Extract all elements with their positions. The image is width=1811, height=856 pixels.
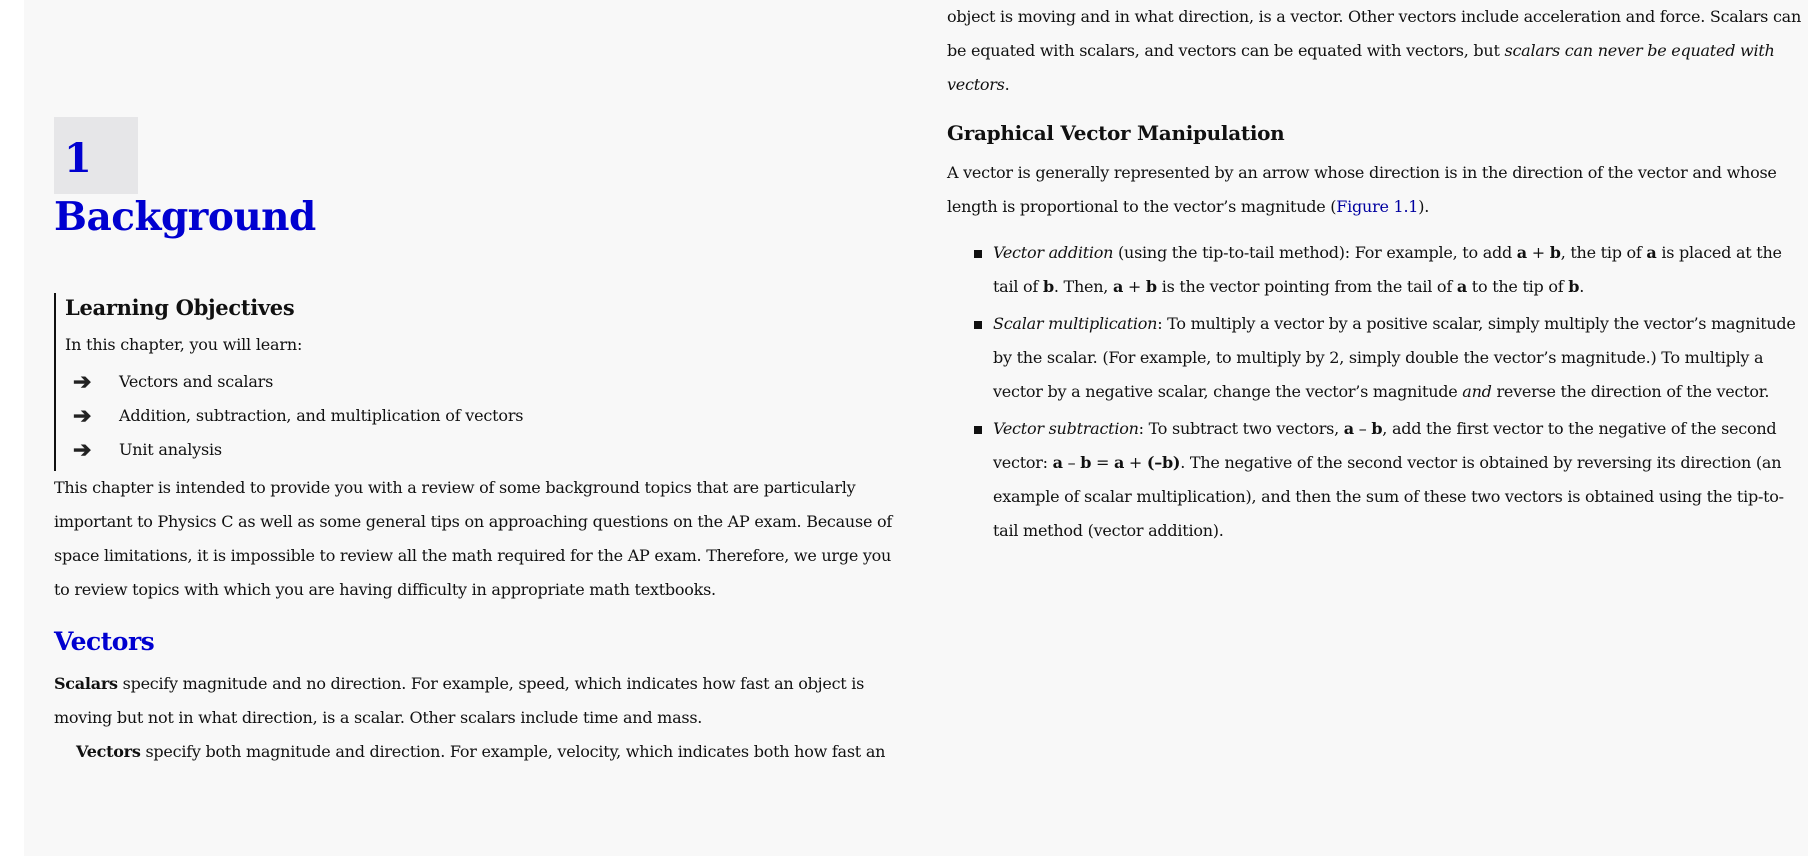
bullet-text: is placed at the tail of bbox=[993, 243, 1782, 296]
book-page bbox=[24, 0, 1808, 856]
bullet-text: . The negative of the second vector is obtained by reversing its direction (an example of scalar multiplication), and then the sum of these two vectors is obtained using the tip-to-tail method (vector addition). bbox=[993, 453, 1784, 540]
vector-symbol: b bbox=[1568, 277, 1580, 296]
objective-item bbox=[65, 433, 845, 467]
vector-symbol: a bbox=[1112, 277, 1124, 296]
vector-symbol: a bbox=[1113, 453, 1125, 472]
vectors-paragraph-continued bbox=[947, 0, 1807, 102]
objective-item bbox=[65, 365, 845, 399]
bullet-text: + bbox=[1124, 453, 1147, 472]
bullet-text: , add the first vector to the negative of the second vector: bbox=[993, 419, 1777, 472]
continued-end: . bbox=[1004, 75, 1010, 94]
scalars-text: specify magnitude and no direction. For example, speed, which indicates how fast an object is moving but not in what direction, is a scalar. Other scalars include time and mass. bbox=[54, 673, 865, 727]
bullet-text: : To multiply a vector by a positive scalar, simply multiply the vector’s magnitude by the scalar. (For example, to multiply by 2, simply double the vector’s magnitude.) To multiply a vector by a negative scalar, change the vector’s magnitude bbox=[993, 314, 1796, 401]
bullet-term: Vector subtraction bbox=[993, 419, 1139, 438]
emphasis-text: scalars can never be equated with vectors bbox=[947, 41, 1775, 94]
bullet-text: . bbox=[1579, 277, 1585, 296]
bullet-text: – bbox=[1353, 419, 1372, 438]
objective-label: Addition, subtraction, and multiplication of vectors bbox=[119, 406, 524, 426]
square-bullet-icon bbox=[974, 426, 982, 434]
arrow-right-icon: ➔ bbox=[73, 436, 92, 463]
objective-item bbox=[65, 399, 845, 433]
right-column bbox=[947, 0, 1807, 551]
vector-symbol: a bbox=[1516, 243, 1527, 262]
bullet-text: : To subtract two vectors, bbox=[1138, 419, 1344, 438]
vector-symbol: b bbox=[1080, 453, 1092, 472]
vector-symbol: a bbox=[1456, 277, 1467, 296]
vectors-paragraph bbox=[54, 735, 894, 769]
chapter-number-box bbox=[54, 117, 138, 194]
left-column bbox=[54, 0, 894, 769]
square-bullet-icon bbox=[974, 250, 982, 258]
objectives-list bbox=[65, 365, 845, 467]
intro-paragraph: This chapter is intended to provide you with a review of some background topics that are particularly important to Physics C as well as some general tips on approaching questions on the AP exam. Because of space limitations, it is impossible to review all the math required for the AP exam. Therefore, we urge you to review topics with which you are having difficulty in appropriate math textbooks. bbox=[54, 477, 893, 599]
continued-text: object is moving and in what direction, is a vector. Other vectors include acceleration and force. Scalars can be equated with scalars, and vectors can be equated with vectors, but bbox=[947, 7, 1801, 60]
vector-symbol: b bbox=[1371, 419, 1383, 438]
arrow-right-icon: ➔ bbox=[73, 368, 92, 395]
bullet-text: is the vector pointing from the tail of bbox=[1156, 277, 1457, 296]
bullet-vector-addition bbox=[947, 236, 1807, 304]
graphical-text-end: ). bbox=[1418, 197, 1430, 216]
bullet-scalar-multiplication bbox=[947, 307, 1807, 409]
objective-label: Vectors and scalars bbox=[119, 372, 274, 392]
objectives-heading: Learning Objectives bbox=[65, 294, 295, 320]
chapter-number: 1 bbox=[64, 135, 92, 182]
graphical-text: A vector is generally represented by an arrow whose direction is in the direction of the vector and whose length is proportional to the vector’s magnitude ( bbox=[947, 163, 1777, 216]
bullet-text: = bbox=[1091, 453, 1114, 472]
emphasis-text: and bbox=[1462, 382, 1492, 401]
graphical-vector-manipulation-heading: Graphical Vector Manipulation bbox=[947, 121, 1285, 145]
bullet-text: + bbox=[1526, 243, 1550, 262]
vectors-text: specify both magnitude and direction. For example, velocity, which indicates both how fast an bbox=[140, 741, 886, 761]
figure-link[interactable]: Figure 1.1 bbox=[1336, 197, 1419, 216]
vector-symbol: b bbox=[1549, 243, 1561, 262]
square-bullet-icon bbox=[974, 321, 982, 329]
bullet-text: – bbox=[1062, 453, 1081, 472]
bullet-text: . Then, bbox=[1053, 277, 1113, 296]
vectors-term: Vectors bbox=[76, 741, 141, 761]
objectives-intro: In this chapter, you will learn: bbox=[65, 334, 303, 354]
learning-objectives-box bbox=[54, 293, 845, 471]
bullet-text: reverse the direction of the vector. bbox=[1491, 382, 1770, 401]
bullet-term: Vector addition bbox=[993, 243, 1114, 262]
graphical-paragraph bbox=[947, 156, 1807, 224]
vector-symbol: a bbox=[1343, 419, 1354, 438]
chapter-title: Background bbox=[54, 194, 316, 240]
arrow-right-icon: ➔ bbox=[73, 402, 92, 429]
bullet-text: (using the tip-to-tail method): For example, to add bbox=[1113, 243, 1517, 262]
objective-label: Unit analysis bbox=[119, 440, 222, 460]
bullet-text: to the tip of bbox=[1466, 277, 1569, 296]
vector-symbol: a bbox=[1646, 243, 1657, 262]
chapter-header bbox=[54, 117, 894, 239]
vector-symbol: b bbox=[1145, 277, 1157, 296]
vector-symbol: a bbox=[1052, 453, 1063, 472]
vector-symbol: b bbox=[1042, 277, 1054, 296]
bullet-term: Scalar multiplication bbox=[993, 314, 1158, 333]
bullet-text: , the tip of bbox=[1560, 243, 1647, 262]
bullet-text: + bbox=[1123, 277, 1146, 296]
vector-symbol: (–b) bbox=[1146, 453, 1181, 472]
vector-operations-list bbox=[947, 236, 1807, 548]
vectors-heading: Vectors bbox=[54, 626, 155, 656]
bullet-vector-subtraction bbox=[947, 412, 1807, 548]
scalars-paragraph bbox=[54, 667, 894, 735]
scalars-term: Scalars bbox=[54, 673, 118, 693]
